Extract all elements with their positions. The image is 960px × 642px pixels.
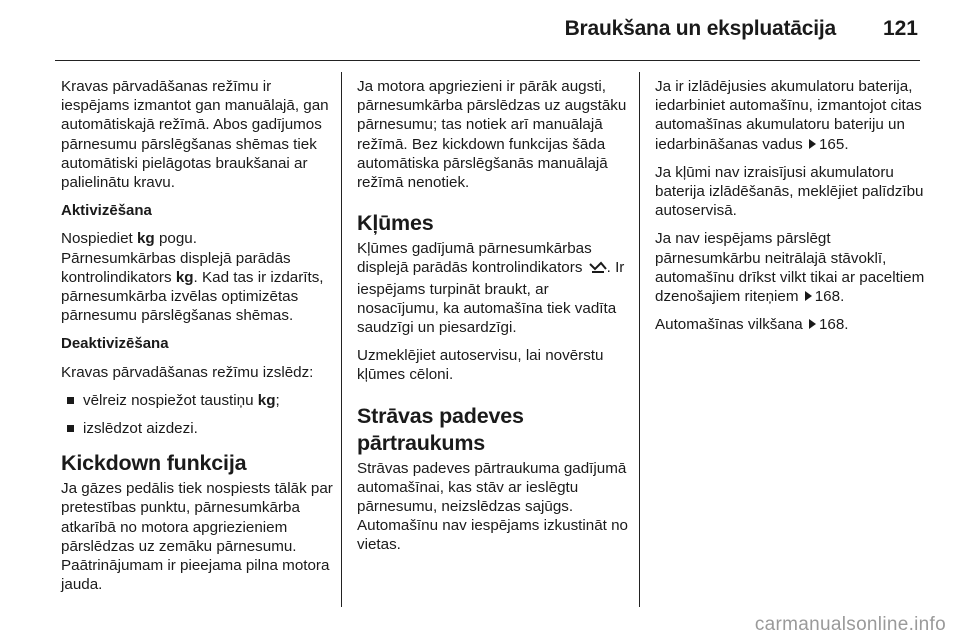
list-item: vēlreiz nospiežot taustiņu kg;: [61, 391, 333, 410]
kg-key-label: kg: [175, 268, 194, 286]
column-2: [357, 77, 629, 564]
triangle-reference-icon: [809, 319, 816, 329]
paragraph: Kravas pārvadāšanas režīmu izslēdz:: [61, 363, 314, 381]
kg-key-label: kg: [257, 391, 276, 409]
paragraph: Strāvas padeves pārtraukuma gadījumā automašīnai, kas stāv ar ieslēgtu pārnesumu, neizslēdzas sajūgs. Automašīnu nav iespējams izkustināt no vietas.: [357, 459, 628, 554]
page-reference-link[interactable]: 165.: [818, 135, 849, 153]
subheading-activation: Aktivizēšana: [61, 202, 152, 220]
kg-key-label: kg: [136, 230, 155, 248]
heading-kickdown: Kickdown funkcija: [61, 451, 247, 476]
paragraph: Uzmeklējiet autoservisu, lai novērstu kļūmes cēloni.: [357, 347, 604, 384]
paragraph: Ja gāzes pedālis tiek nospiests tālāk par pretestības punktu, pārnesumkārba atkarībā no motora apgriezieniem pārslēdzas uz zemāku pārnesumu. Paātrinājumam ir pieejama pilna motora jauda.: [61, 480, 333, 594]
header-rule: [55, 60, 920, 61]
paragraph: Kravas pārvadāšanas režīmu ir iespējams izmantot gan manuālajā, gan automātiskajā režīmā. Abos gadījumos pārnesumu pārslēgšanas shēmas tiek automātiski pielāgotas braukšanai ar palielinātu kravu.: [61, 78, 329, 192]
triangle-reference-icon: [809, 139, 816, 149]
heading-power-interruption: Strāvas padeves pārtraukums: [357, 403, 524, 455]
paragraph: Kļūmes gadījumā pārnesumkārbas displejā parādās kontrolindikators . Ir iespējams turpināt braukt, ar nosacījumu, ka automašīna tiek vadīta saudzīgi un piesardzīgi.: [357, 240, 625, 337]
subheading-deactivation: Deaktivizēšana: [61, 335, 169, 353]
column-divider: [639, 72, 640, 607]
heading-faults: Kļūmes: [357, 211, 434, 236]
paragraph: Ja ir izlādējusies akumulatoru baterija, iedarbiniet automašīnu, izmantojot citas automašīnas akumulatoru bateriju un iedarbināšanas vadus 165.: [655, 78, 922, 153]
watermark: carmanualsonline.info: [754, 614, 946, 635]
bullet-icon: [67, 397, 74, 404]
paragraph: Pārnesumkārbas displejā parādās kontrolindikators kg. Kad tas ir izdarīts, pārnesumkārba izvēlas optimizētas pārnesumu pārslēgšanas shēmas.: [61, 249, 324, 325]
page-number: 121: [882, 17, 918, 40]
list-item: izslēdzot aizdezi.: [61, 419, 333, 438]
page-reference-link[interactable]: 168.: [814, 288, 845, 306]
section-title: Braukšana un ekspluatācija: [564, 17, 836, 40]
paragraph: Ja motora apgriezieni ir pārāk augsti, pārnesumkārba pārslēdzas uz augstāku pārnesumu; tas notiek arī manuālajā režīmā. Bez kickdown funkcijas šāda automātiska pārslēgšanās manuālajā režīmā nenotiek.: [357, 78, 627, 192]
column-divider: [341, 72, 342, 607]
page-header: [0, 0, 960, 62]
column-1: [61, 77, 333, 603]
page-reference-link[interactable]: 168.: [818, 316, 849, 334]
paragraph: Ja kļūmi nav izraisījusi akumulatoru baterija izlādēšanās, meklējiet palīdzību autoservisā.: [655, 163, 924, 220]
paragraph: Ja nav iespējams pārslēgt pārnesumkārbu neitrālajā stāvoklī, automašīnu drīkst vilkt tikai ar paceltiem dzenošajiem riteņiem 168.: [655, 230, 925, 306]
paragraph: Nospiediet kg pogu.: [61, 230, 197, 248]
wrench-gear-warning-icon: [589, 260, 607, 279]
paragraph: Automašīnas vilkšana 168.: [655, 316, 849, 334]
bullet-icon: [67, 425, 74, 432]
triangle-reference-icon: [805, 291, 812, 301]
column-3: [655, 77, 935, 343]
